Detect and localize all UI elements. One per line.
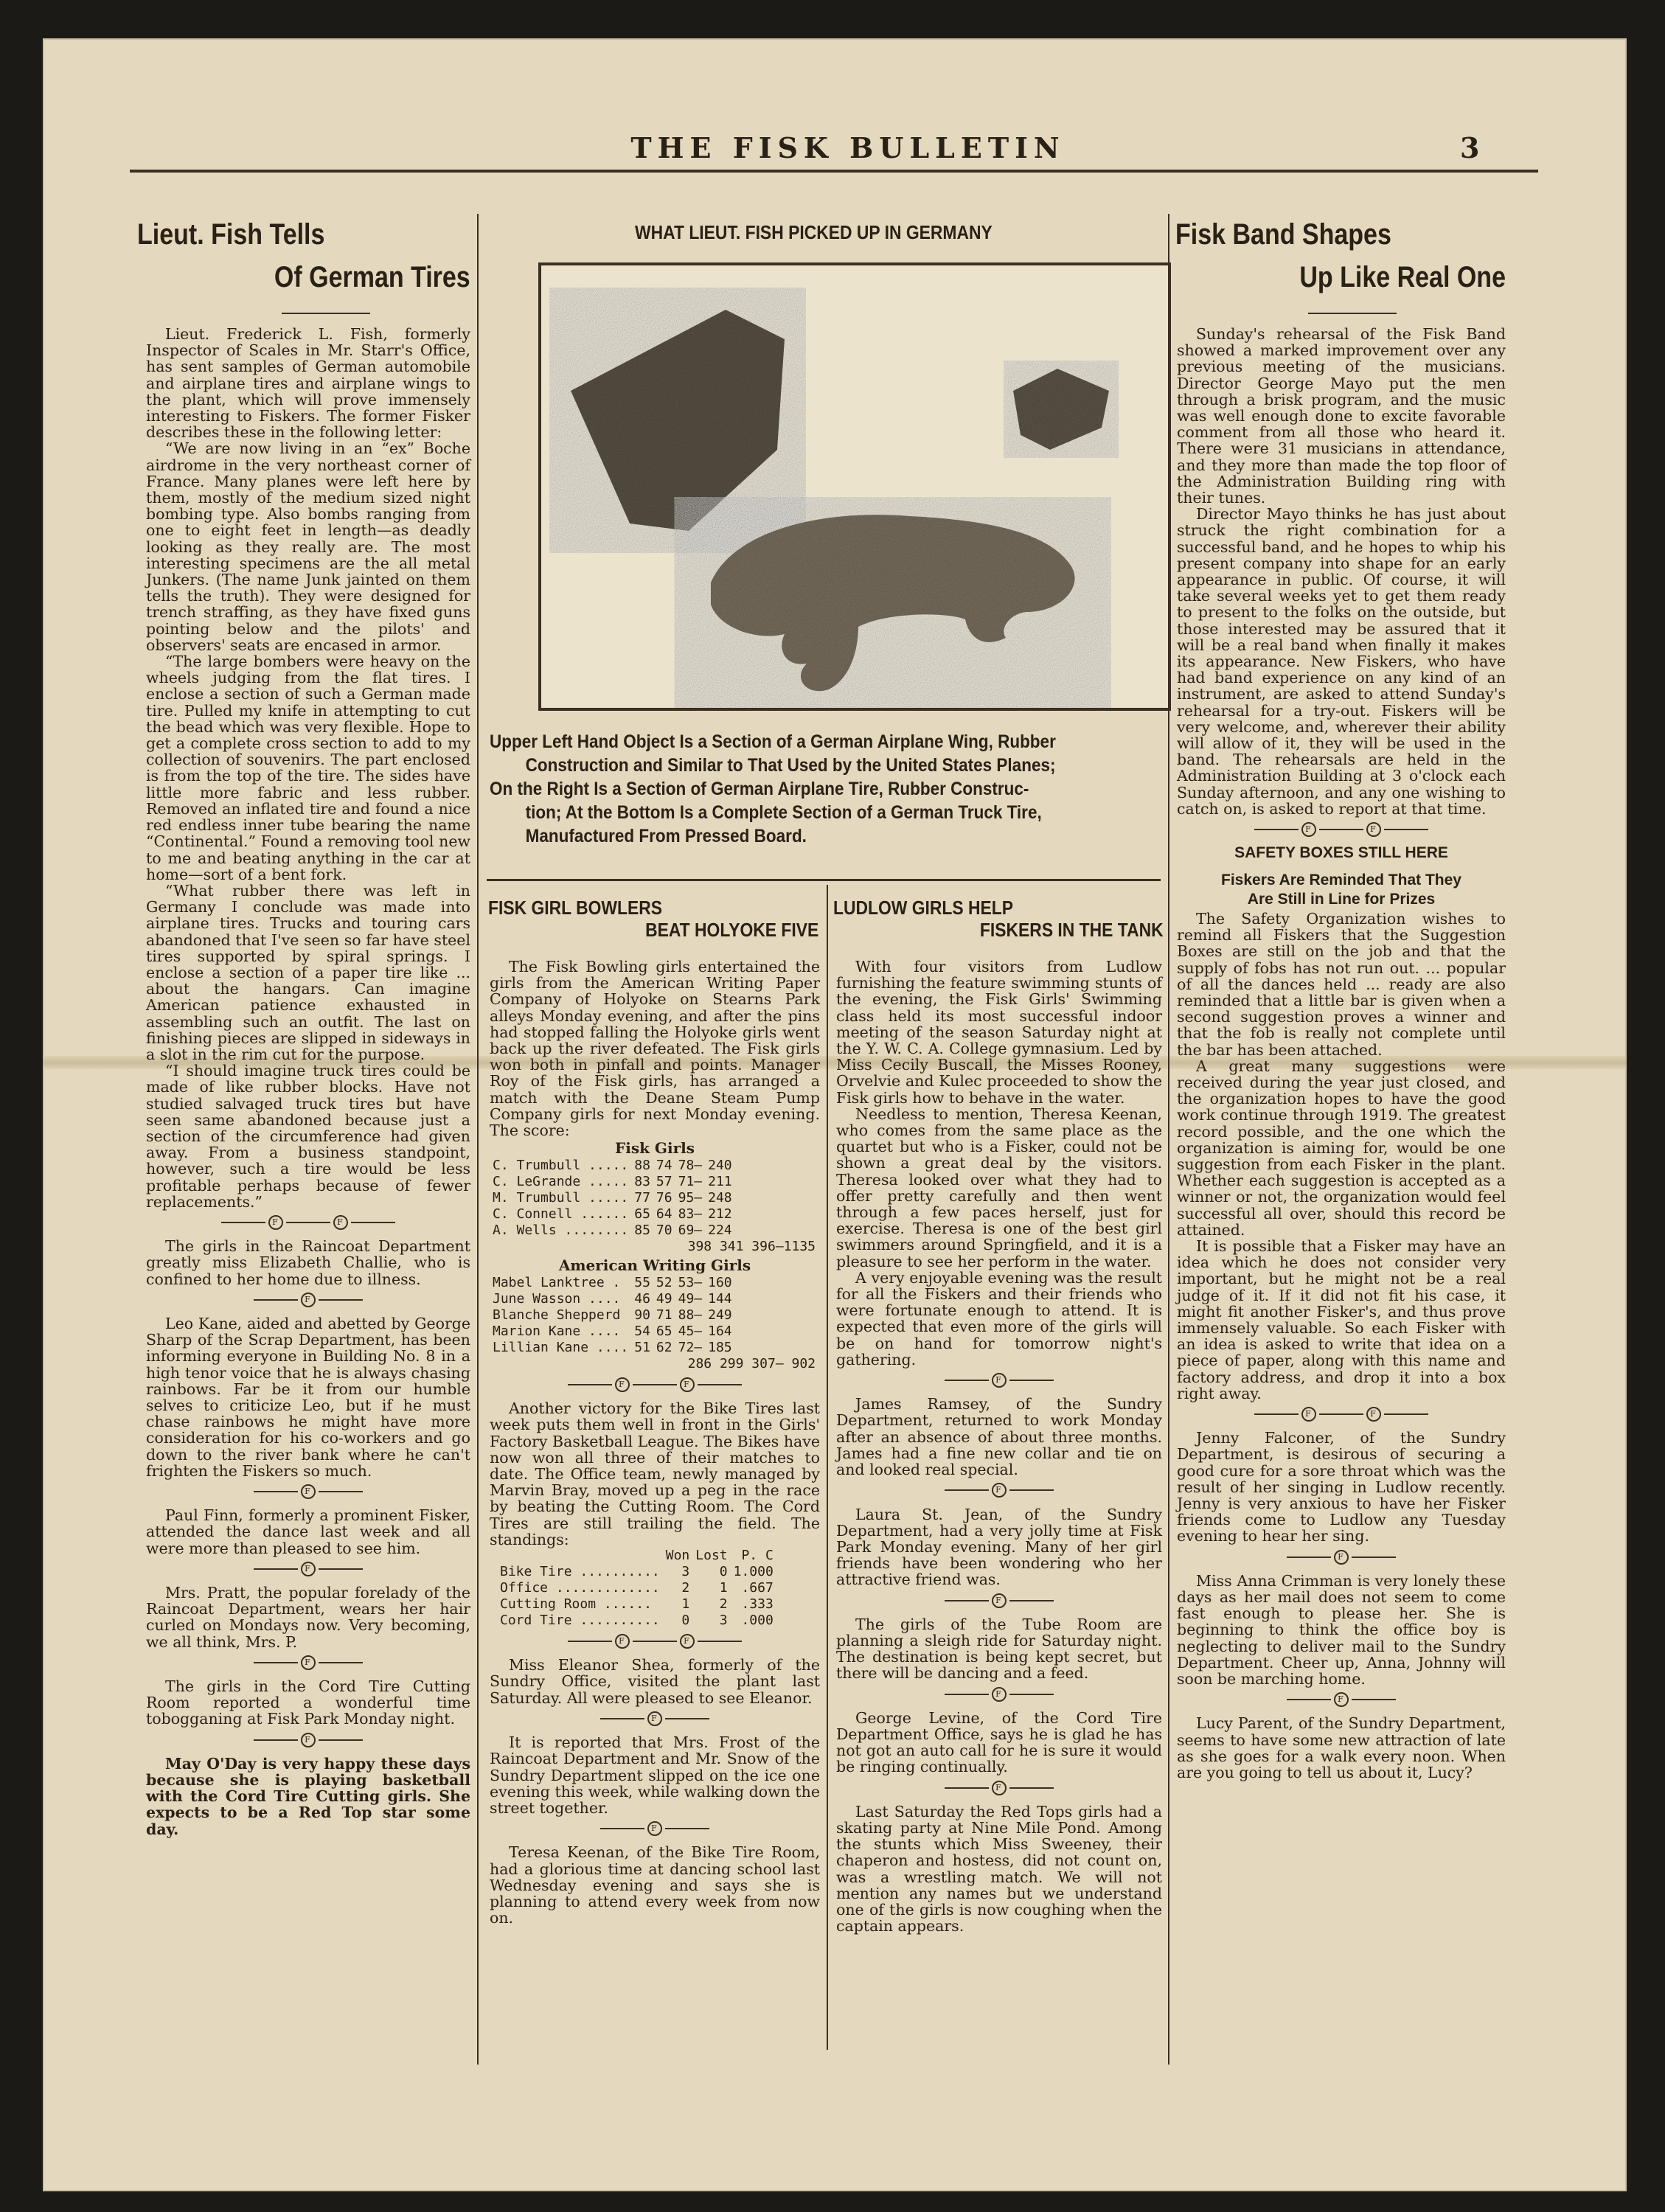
team-total: 286 299 307— 902	[687, 1355, 816, 1371]
fisk-separator: F	[490, 1820, 820, 1837]
photo-frame	[538, 262, 1171, 711]
news-item: It is reported that Mrs. Frost of the Raincoat Department and Mr. Snow of the Sundry Department slipped on the ice one evening this week, while walking down the street together.	[490, 1733, 820, 1817]
headline-bowlers-line1: FISK GIRL BOWLERS	[488, 897, 663, 919]
score-cell: 62	[656, 1339, 672, 1355]
score-cell: Lillian Kane ....	[493, 1339, 629, 1355]
score-cell: 76	[656, 1190, 672, 1206]
right-column-text	[1177, 326, 1506, 1781]
photo-feature-title: WHAT LIEUT. FISH PICKED UP IN GERMANY	[635, 221, 993, 243]
section-rule	[487, 879, 1161, 881]
fisk-separator: F	[490, 1711, 820, 1727]
article-paragraph: “What rubber there was left in Germany I conclude was made into airplane tires. Trucks and touring cars abandoned that I've seen so far have steel tires supported by spiral springs. I enclose a section of a paper tire like ... about the hangars. Can imagine American patience exhausted in assembling such an outfit. The last on finishing pieces are slipped in sideways in a slot in the rim cut for the purpose.	[146, 881, 470, 1063]
standings-header-row	[497, 1548, 776, 1564]
score-row	[490, 1174, 735, 1190]
news-item: The girls in the Cord Tire Cutting Room reported a wonderful time tobogganing at Fisk Park Monday night.	[146, 1677, 470, 1728]
score-cell: 64	[656, 1206, 672, 1222]
safety-subtitle-line2: Are Still in Line for Prizes	[1247, 890, 1436, 908]
team-name: Fisk Girls	[615, 1139, 695, 1158]
score-cell: 46	[634, 1290, 650, 1307]
headline-ludlow-line2: FISKERS IN THE TANK	[980, 919, 1164, 941]
news-item: Jenny Falconer, of the Sundry Department, is desirous of securing a good cure for a sore throat which was the result of her singing in Ludlow recently. Jenny is very anxious to have her Fisker friends come to Ludlow any Tuesday evening to hear her sing.	[1177, 1429, 1506, 1545]
bowlers-column-text	[490, 959, 820, 1926]
score-row	[490, 1340, 735, 1356]
score-cell: 57	[656, 1174, 672, 1190]
score-row	[490, 1307, 735, 1324]
fisk-separator: F	[836, 1372, 1162, 1388]
news-item: The girls in the Raincoat Department greatly miss Elizabeth Challie, who is confined to her home due to illness.	[146, 1237, 470, 1288]
score-cell: 72—	[678, 1339, 703, 1355]
standings-row	[497, 1613, 776, 1629]
headline-band-line1: Fisk Band Shapes	[1175, 218, 1391, 251]
standings-row	[497, 1580, 776, 1596]
score-cell: 88—	[678, 1307, 703, 1323]
score-cell: 240	[708, 1158, 732, 1174]
score-cell: 144	[708, 1290, 732, 1307]
score-row	[490, 1190, 735, 1206]
score-cell: 45—	[678, 1323, 703, 1339]
article-paragraph: Sunday's rehearsal of the Fisk Band showed a marked improvement over any previous meeting of the musicians. Director George Mayo put the men through a brisk program, and the music was well enough done to excite favorable comment from all those who heard it. There were 31 musicians in attendance, and they more than made the top floor of the Administration Building ring with their tunes.	[1177, 325, 1506, 507]
standings-row	[497, 1596, 776, 1613]
news-item: George Levine, of the Cord Tire Department Office, says he is glad he has not got an auto call for he is sure it would be ringing continually.	[836, 1708, 1162, 1776]
score-cell: 71—	[678, 1174, 703, 1190]
caption-line: On the Right Is a Section of German Airplane Tire, Rubber Construc-	[490, 779, 1029, 799]
score-cell: 78—	[678, 1158, 703, 1174]
masthead-rule	[130, 170, 1538, 173]
score-cell: 65	[656, 1323, 672, 1339]
photo-caption	[490, 730, 1095, 848]
standings-cell: 1	[681, 1596, 690, 1613]
team-total: 398 341 396—1135	[687, 1239, 816, 1255]
score-row	[490, 1206, 735, 1222]
score-cell: 49	[656, 1290, 672, 1307]
article-paragraph: The Safety Organization wishes to remind all Fiskers that the Suggestion Boxes are still on the job and that the supply of fobs has not run out. ... popular of all the dances held ... ready are also reminded that a little bar is given when a second suggestion proves a winner and that the fob is really not complete until the bar has been attached.	[1177, 909, 1506, 1059]
news-item: Miss Anna Crimman is very lonely these days as her mail does not seem to come fast enough to please her. She is beginning to think the office boy is neglecting to deliver mail to the Sundry Department. Cheer up, Anna, Johnny will soon be marching home.	[1177, 1571, 1506, 1688]
fisk-separator: F	[146, 1561, 470, 1577]
score-cell: 85	[634, 1222, 650, 1239]
standings-cell: 0	[719, 1564, 728, 1580]
standings-header-cell: P. C	[741, 1548, 774, 1564]
fisk-separator: F	[836, 1780, 1162, 1796]
news-item: Last Saturday the Red Tops girls had a skating party at Nine Mile Pond. Among the stunts which Miss Sweeney, their chaperon and hostess, did not count on, was a wrestling match. We will not mention any names but we understand one of the girls is now coughing when the captain appears.	[836, 1802, 1162, 1935]
standings-cell: 0	[681, 1613, 690, 1629]
score-cell: 224	[708, 1222, 732, 1239]
score-cell: 52	[656, 1274, 672, 1290]
score-cell: 65	[634, 1206, 650, 1222]
fisk-separator: F	[836, 1482, 1162, 1498]
article-paragraph: “I should imagine truck tires could be made of like rubber blocks. Have not studied salvaged truck tires but have seen same abandoned because just a section of the circumference had given away. From a business standpoint, however, such a tire would be less profitable perhaps because of fewer replacements.”	[146, 1062, 470, 1211]
score-cell: 71	[656, 1307, 672, 1323]
standings-cell: Office .............	[500, 1580, 660, 1596]
fisk-separator: F F	[146, 1214, 470, 1231]
fisk-separator: F	[146, 1292, 470, 1308]
score-cell: C. LeGrande .....	[493, 1174, 629, 1190]
score-cell: June Wasson ....	[493, 1290, 621, 1307]
score-cell: 55	[634, 1274, 650, 1290]
news-item: Miss Eleanor Shea, formerly of the Sundry Office, visited the plant last Saturday. All were pleased to see Eleanor.	[490, 1656, 820, 1707]
safety-subtitle-line1: Fiskers Are Reminded That They	[1221, 871, 1461, 888]
standings-cell: 1.000	[733, 1564, 774, 1580]
article-paragraph: “We are now living in an “ex” Boche airdrome in the very northeast corner of France. Many planes were left here by them, mostly of the medium sized night bombing type. Also bombs ranging from one to eight feet in length—as deadly looking as they really are. The most interesting specimens are the all metal Junkers. (The name Junk jainted on them tells the truth). They were designed for trench straffing, as they have fixed guns pointing below and the pilots' and observers' seats are encased in armor.	[146, 439, 470, 654]
article-paragraph: Lieut. Frederick L. Fish, formerly Inspector of Scales in Mr. Starr's Office, has sent samples of German automobile and airplane tires and airplane wings to the plant, which will prove immensely interesting to Fiskers. The former Fisker describes these in the following letter:	[146, 325, 470, 442]
news-item: May O'Day is very happy these days because she is playing basketball with the Cord Tire Cutting girls. She expects to be a Red Top star some day.	[146, 1754, 470, 1838]
tire-samples-photo	[541, 265, 1168, 708]
fisk-separator: F F	[1177, 821, 1506, 838]
caption-line: tion; At the Bottom Is a Complete Section of a German Truck Tire,	[525, 802, 1042, 823]
standings-cell: Cord Tire ..........	[500, 1613, 660, 1629]
safety-title: SAFETY BOXES STILL HERE	[1234, 844, 1448, 862]
score-cell: 95—	[678, 1190, 703, 1206]
score-cell: C. Connell ......	[493, 1206, 629, 1222]
score-cell: 53—	[678, 1274, 703, 1290]
column-rule	[477, 214, 479, 2065]
article-paragraph: The Fisk Bowling girls entertained the girls from the American Writing Paper Company of Holyoke on Stearns Park alleys Monday evening, and after the pins had stopped falling the Holyoke girls went back up the river defeated. The Fisk girls won both in pinfall and points. Manager Roy of the Fisk girls, has arranged a match with the Deane Steam Pump Company girls for next Monday evening. The score:	[490, 958, 820, 1140]
fisk-separator: F	[836, 1593, 1162, 1609]
scores-table	[490, 1275, 735, 1356]
team-name: American Writing Girls	[558, 1256, 751, 1274]
article-paragraph: It is possible that a Fisker may have an idea which he does not consider very important, but he might not be a real judge of it. If it did not fit his case, it might fit another Fisker's, and thus prove immensely valuable. So each Fisker with an idea is asked to write that idea on a piece of paper, along with this name and factory address, and drop it into a box right away.	[1177, 1237, 1506, 1402]
standings-header-cell: Lost	[695, 1548, 728, 1564]
score-row	[490, 1291, 735, 1307]
score-cell: M. Trumbull .....	[493, 1190, 629, 1206]
article-paragraph: Needless to mention, Theresa Keenan, who comes from the same place as the quartet but who is a Fisker, could not be shown a great deal by the visitors. Theresa looked over what they had to offer pretty carefully and then went through a few paces herself, just for exercise. Theresa is one of the best girl swimmers around Springfield, and it is a pleasure to see her perform in the water.	[836, 1105, 1162, 1270]
page-number: 3	[1460, 131, 1480, 164]
score-cell: C. Trumbull .....	[493, 1158, 629, 1174]
headline-bowlers-line2: BEAT HOLYOKE FIVE	[644, 919, 818, 941]
masthead-title: THE FISK BULLETIN	[630, 131, 1066, 164]
score-cell: 249	[708, 1307, 732, 1323]
caption-line: Construction and Similar to That Used by the United States Planes;	[525, 755, 1056, 776]
standings-header-cell: Won	[665, 1548, 690, 1564]
caption-line: Manufactured From Pressed Board.	[525, 826, 807, 846]
fisk-separator: F F	[1177, 1406, 1506, 1422]
left-column-text	[146, 326, 470, 1837]
fisk-separator: F	[836, 1686, 1162, 1703]
article-paragraph: A great many suggestions were received during the year just closed, and the organization hopes to have the good work continue through 1919. The greatest record possible, and the one which the organization is aiming for, would be one suggestion from each Fisker in the plant. Whether each suggestion is accepted as a winner or not, the organization would feel successful all over, should this record be attained.	[1177, 1057, 1506, 1239]
fisk-separator: F	[146, 1484, 470, 1500]
standings-cell: 3	[681, 1564, 690, 1580]
news-item: Teresa Keenan, of the Bike Tire Room, had a glorious time at dancing school last Wednesday evening and says she is planning to attend every week from now on.	[490, 1843, 820, 1927]
score-row	[490, 1324, 735, 1340]
fisk-separator: F	[146, 1732, 470, 1748]
article-paragraph: A very enjoyable evening was the result for all the Fiskers and their friends who were fortunate enough to attend. It is expected that even more of the girls will be on hand for tomorrow night's gathering.	[836, 1268, 1162, 1368]
news-item: Leo Kane, aided and abetted by George Sharp of the Scrap Department, has been informing everyone in Building No. 8 in a high tenor voice that he is always chasing rainbows. Far be it from our humble selves to criticize Leo, but if he must chase rainbows he might have more consideration for his co-workers and go down to the river bank where he can't frighten the Fiskers so much.	[146, 1314, 470, 1480]
score-row	[490, 1222, 735, 1239]
score-cell: 49—	[678, 1290, 703, 1307]
standings-cell: 2	[719, 1596, 728, 1613]
news-item: Laura St. Jean, of the Sundry Department, had a very jolly time at Fisk Park Monday evening. Many of her girl friends have been wondering who her attractive friend was.	[836, 1505, 1162, 1589]
article-paragraph: With four visitors from Ludlow furnishing the feature swimming stunts of the evening, the Fisk Girls' Swimming class held its most successful indoor meeting of the season Saturday night at the Y. W. C. A. College gymnasium. Led by Miss Cecily Buscall, the Misses Rooney, Orvelvie and Kulec proceeded to show the Fisk girls how to behave in the water.	[836, 958, 1162, 1107]
score-cell: 185	[708, 1339, 732, 1355]
score-cell: Mabel Lanktree .	[493, 1274, 621, 1290]
headline-fish-line1: Lieut. Fish Tells	[137, 218, 325, 251]
score-cell: 69—	[678, 1222, 703, 1239]
score-cell: 212	[708, 1206, 732, 1222]
score-row	[490, 1158, 735, 1174]
airplane-tire-shape	[1013, 369, 1109, 450]
fisk-separator: F F	[490, 1633, 820, 1649]
standings-cell: 3	[719, 1613, 728, 1629]
fisk-separator: F	[1177, 1549, 1506, 1565]
score-cell: 211	[708, 1174, 732, 1190]
score-cell: 51	[634, 1339, 650, 1355]
score-cell: A. Wells ........	[493, 1222, 629, 1239]
headline-band-line2: Up Like Real One	[1299, 261, 1506, 293]
standings-cell: .333	[741, 1596, 774, 1613]
standings-cell: Cutting Room ......	[500, 1596, 652, 1613]
score-cell: 90	[634, 1307, 650, 1323]
score-cell: 160	[708, 1274, 732, 1290]
headline-fish-line2: Of German Tires	[274, 261, 470, 293]
news-item: James Ramsey, of the Sundry Department, returned to work Monday after an absence of about three months. James had a fine new collar and tie on and looked real special.	[836, 1395, 1162, 1479]
standings-cell: 2	[681, 1580, 690, 1596]
news-item: The girls of the Tube Room are planning a sleigh ride for Saturday night. The destination is being kept secret, but there will be dancing and a feed.	[836, 1615, 1162, 1683]
headline-rule	[1308, 313, 1397, 314]
fisk-separator: F	[1177, 1691, 1506, 1708]
score-cell: 74	[656, 1158, 672, 1174]
standings-row	[497, 1564, 776, 1580]
score-cell: 83	[634, 1174, 650, 1190]
news-item: Paul Finn, formerly a prominent Fisker, attended the dance last week and all were more than pleased to see him.	[146, 1506, 470, 1557]
fisk-separator: F F	[490, 1377, 820, 1393]
score-cell: 77	[634, 1190, 650, 1206]
article-paragraph: “The large bombers were heavy on the wheels judging from the flat tires. I enclose a section of such a German made tire. Pulled my knife in attempting to cut the bead which was very flexible. Hope to get a complete cross section to add to my collection of souvenirs. The part enclosed is from the top of the tire. The sides have little more fabric and less rubber. Removed an inflated tire and found a nice red endless inner tube bearing the name “Continental.” Found a removing tool new to me and beating anything in the car at home—sort of a bent fork.	[146, 653, 470, 883]
fisk-separator: F	[146, 1655, 470, 1671]
standings-cell: .667	[741, 1580, 774, 1596]
caption-line: Upper Left Hand Object Is a Section of a German Airplane Wing, Rubber	[490, 731, 1056, 752]
score-cell: Blanche Shepperd	[493, 1307, 621, 1323]
standings-table	[497, 1548, 776, 1629]
score-cell: 248	[708, 1190, 732, 1206]
ludlow-column-text	[836, 959, 1162, 1934]
article-paragraph: Another victory for the Bike Tires last week puts them well in front in the Girls' Factory Basketball League. The Bikes have now won all three of their matches to date. The Office team, newly managed by Marvin Bray, moved up a peg in the race by beating the Cutting Room. The Cord Tires are still trailing the field. The standings:	[490, 1399, 820, 1548]
score-row	[490, 1275, 735, 1291]
column-rule	[827, 885, 828, 2050]
standings-cell: 1	[719, 1580, 728, 1596]
wing-section-shape	[571, 310, 785, 531]
score-cell: Marion Kane ....	[493, 1323, 621, 1339]
score-cell: 70	[656, 1222, 672, 1239]
truck-tire-shape	[711, 515, 1075, 691]
news-item: Lucy Parent, of the Sundry Department, seems to have some new attraction of late as she goes for a walk every noon. When are you going to tell us about it, Lucy?	[1177, 1714, 1506, 1782]
headline-rule	[282, 313, 370, 314]
news-item: Mrs. Pratt, the popular forelady of the Raincoat Department, wears her hair curled on Mondays now. Very becoming, we all think, Mrs. P.	[146, 1584, 470, 1651]
standings-cell: .000	[741, 1613, 774, 1629]
scores-table	[490, 1158, 735, 1239]
score-cell: 54	[634, 1323, 650, 1339]
score-cell: 88	[634, 1158, 650, 1174]
article-paragraph: Director Mayo thinks he has just about struck the right combination for a successful band, and he hopes to whip his present company into shape for an early appearance in public. Of course, it will take several weeks yet to get them ready to present to the folks on the outside, but those interested may be assured that it will be a real band when finally it makes its appearance. New Fiskers, who have had band experience on any kind of an instrument, are asked to attend Sunday's rehearsal for a try-out. Fiskers will be very welcome, and, wherever their ability will allow of it, they will be used in the band. The rehearsals are held in the Administration Building at 3 o'clock each Sunday afternoon, and any one wishing to catch on, is asked to report at that time.	[1177, 505, 1506, 818]
score-cell: 83—	[678, 1206, 703, 1222]
standings-header-cell	[497, 1548, 663, 1564]
standings-cell: Bike Tire ..........	[500, 1564, 660, 1580]
headline-ludlow-line1: LUDLOW GIRLS HELP	[833, 897, 1014, 919]
score-cell: 164	[708, 1323, 732, 1339]
